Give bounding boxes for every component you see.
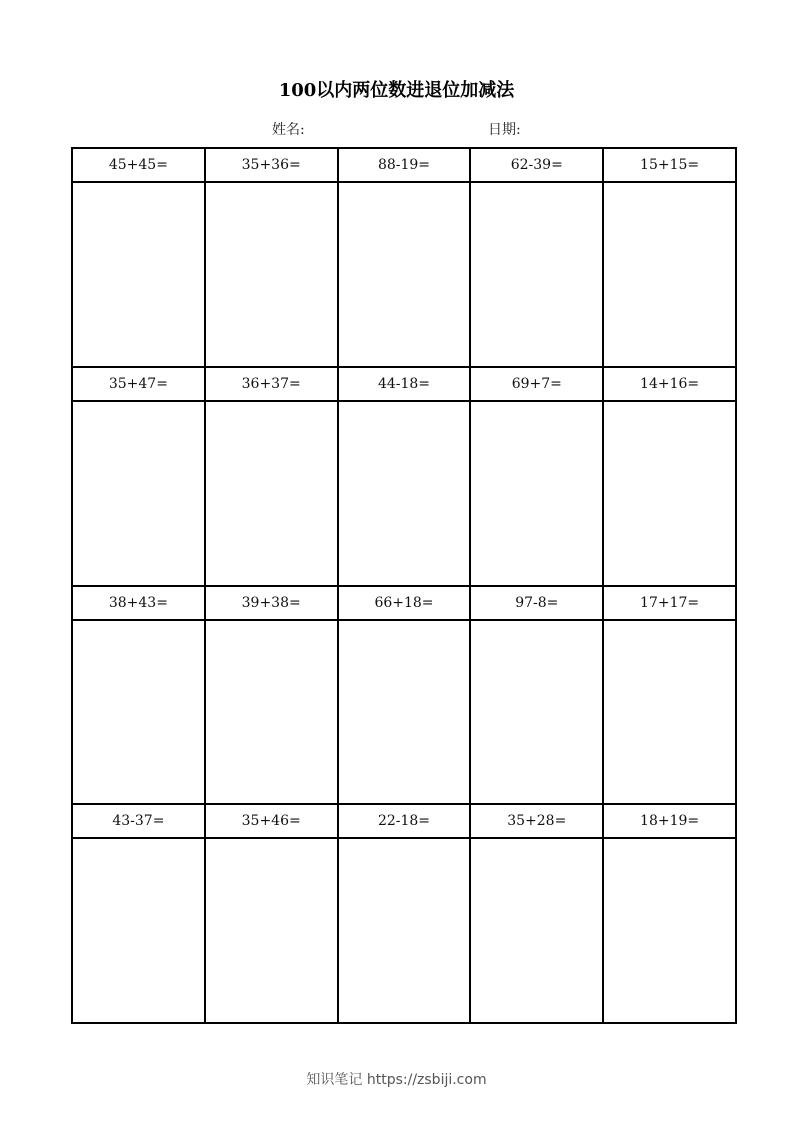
name-label: 姓名: — [272, 122, 305, 138]
work-area[interactable] — [339, 621, 470, 804]
problem-text: 66+18= — [339, 587, 470, 621]
work-area[interactable] — [339, 839, 470, 1022]
footer-watermark: 知识笔记 https://zsbiji.com — [306, 1072, 487, 1088]
work-area[interactable] — [206, 621, 337, 804]
problem-cell — [73, 805, 206, 1024]
work-area[interactable] — [73, 183, 204, 366]
problem-text: 62-39= — [471, 149, 602, 183]
problem-text: 43-37= — [73, 805, 204, 839]
problem-text: 38+43= — [73, 587, 204, 621]
work-area[interactable] — [206, 183, 337, 366]
problem-cell — [339, 368, 472, 587]
problem-text: 44-18= — [339, 368, 470, 402]
problem-cell — [339, 805, 472, 1024]
problem-cell — [73, 587, 206, 806]
problem-text: 15+15= — [604, 149, 735, 183]
work-area[interactable] — [206, 402, 337, 585]
work-area[interactable] — [604, 839, 735, 1022]
problem-cell — [604, 587, 737, 806]
problem-text: 22-18= — [339, 805, 470, 839]
problem-text: 45+45= — [73, 149, 204, 183]
problem-cell — [604, 368, 737, 587]
problem-cell — [339, 587, 472, 806]
work-area[interactable] — [73, 839, 204, 1022]
work-area[interactable] — [604, 621, 735, 804]
work-area[interactable] — [339, 402, 470, 585]
work-area[interactable] — [471, 402, 602, 585]
problem-text: 14+16= — [604, 368, 735, 402]
problem-text: 88-19= — [339, 149, 470, 183]
date-label: 日期: — [488, 122, 521, 138]
problem-cell — [206, 587, 339, 806]
problem-cell — [471, 368, 604, 587]
work-area[interactable] — [339, 183, 470, 366]
problem-cell — [471, 587, 604, 806]
work-area[interactable] — [73, 621, 204, 804]
problem-text: 35+28= — [471, 805, 602, 839]
problem-text: 18+19= — [604, 805, 735, 839]
problem-text: 35+46= — [206, 805, 337, 839]
work-area[interactable] — [471, 839, 602, 1022]
problem-text: 35+47= — [73, 368, 204, 402]
problem-cell — [471, 149, 604, 368]
problem-text: 69+7= — [471, 368, 602, 402]
problem-cell — [73, 368, 206, 587]
work-area[interactable] — [471, 183, 602, 366]
page-title: 100以内两位数进退位加减法 — [278, 80, 515, 101]
problem-cell — [73, 149, 206, 368]
problem-cell — [206, 149, 339, 368]
problem-text: 39+38= — [206, 587, 337, 621]
work-area[interactable] — [604, 183, 735, 366]
problem-text: 17+17= — [604, 587, 735, 621]
work-area[interactable] — [471, 621, 602, 804]
problem-cell — [604, 149, 737, 368]
problem-text: 35+36= — [206, 149, 337, 183]
problem-text: 36+37= — [206, 368, 337, 402]
work-area[interactable] — [206, 839, 337, 1022]
problem-cell — [604, 805, 737, 1024]
problem-cell — [471, 805, 604, 1024]
problem-cell — [339, 149, 472, 368]
problem-cell — [206, 368, 339, 587]
problem-text: 97-8= — [471, 587, 602, 621]
problem-cell — [206, 805, 339, 1024]
work-area[interactable] — [604, 402, 735, 585]
worksheet-grid — [71, 147, 737, 1024]
work-area[interactable] — [73, 402, 204, 585]
